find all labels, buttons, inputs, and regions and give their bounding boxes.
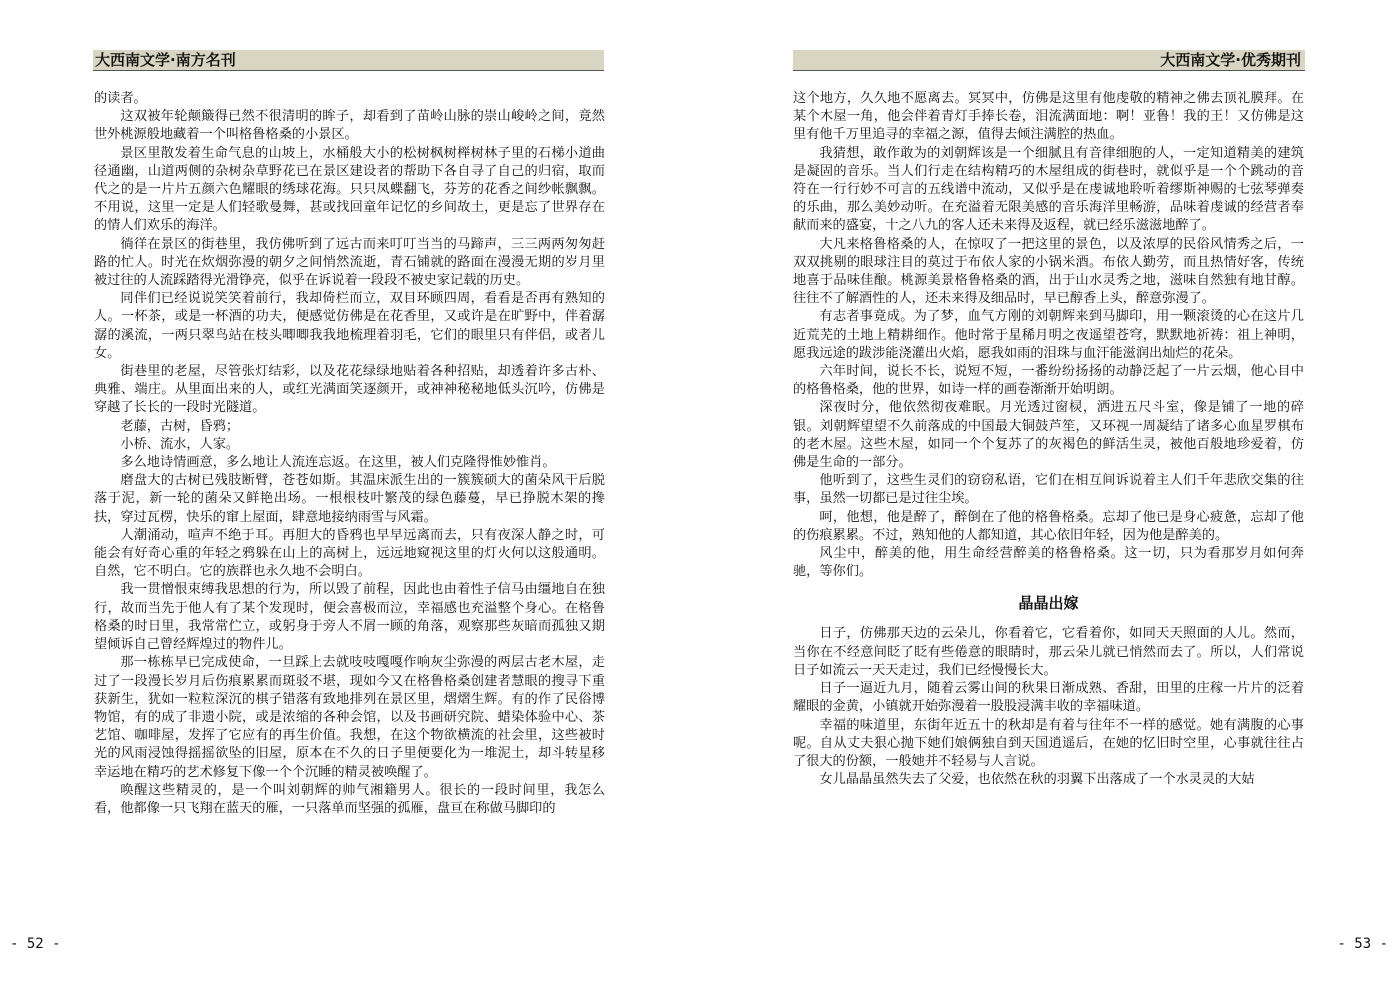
right-page [699, 0, 1398, 982]
paragraph: 日子一逼近九月，随着云雾山间的秋果日渐成熟、香甜，田里的庄稼一片片的泛着耀眼的金黄，小镇就开始弥漫着一股股浸满丰收的幸福味道。 [793, 681, 1304, 715]
paragraph: 我猜想，敢作敢为的刘朝辉该是一个细腻且有音律细胞的人，一定知道精美的建筑是凝固的音乐。当人们行走在结构精巧的木屋组成的街巷时，就似乎是一个个跳动的音符在一行行妙不可言的五线谱中流动，又似乎是在虔诚地聆听着缪斯神赐的七弦琴弹奏的乐曲，那么美妙动听。在充溢着无限美感的音乐海洋里畅游，品味着虔诚的经营者奉献而来的盛宴，十之八九的客人还未来得及返程，就已经乐滋滋地醉了。 [793, 145, 1304, 234]
paragraph: 磨盘大的古树已残肢断臂，苍苍如斯。其温床派生出的一簇簇硕大的菌朵风干后脱落于泥，新一轮的菌朵又鲜艳出场。一根根枝叶繁茂的绿色藤蔓，早已挣脱木架的搀扶，穿过瓦楞，快乐的窜上屋面，肆意地接纳雨雪与风霜。 [94, 473, 605, 525]
paragraph: 有志者事竟成。为了梦，血气方刚的刘朝辉来到马脚印，用一颗滚烫的心在这片几近荒芜的土地上精耕细作。他时常于星稀月明之夜遥望苍穹，默默地祈祷：祖上神明，愿我远途的跋涉能浇灌出火焰，愿我如雨的泪珠与血汗能滋润出灿烂的花朵。 [793, 309, 1304, 361]
paragraph: 唤醒这些精灵的，是一个叫刘朝辉的帅气湘籍男人。很长的一段时间里，我怎么看，他都像一只飞翔在蓝天的雁，一只落单而坚强的孤雁，盘亘在称做马脚印的 [94, 782, 605, 816]
paragraph: 那一栋栋早已完成使命，一旦踩上去就吱吱嘎嘎作响灰尘弥漫的两层古老木屋，走过了一段漫长岁月后伤痕累累而斑驳不堪，现如今又在格鲁格桑创建者慧眼的搜寻下重获新生，犹如一粒粒深沉的棋子错落有致地排列在景区里，熠熠生辉。有的作了民俗博物馆，有的成了非遗小院，或是浓缩的各种会馆，以及书画研究院、蜡染体验中心、茶艺馆、咖啡屋，发挥了它应有的再生价值。我想，在这个物欲横流的社会里，这些被时光的风雨浸蚀得摇摇欲坠的旧屋，原本在不久的日子里便要化为一堆泥土，却斗转星移幸运地在精巧的艺术修复下像一个个沉睡的精灵被唤醒了。 [94, 655, 605, 780]
paragraph: 我一贯憎恨束缚我思想的行为，所以毁了前程，因此也由着性子信马由缰地自在独行，故而当先于他人有了某个发现时，便会喜极而泣，幸福感也充溢整个身心。在格鲁格桑的时日里，我常常伫立，或躬身于旁人不屑一顾的角落，观察那些灰暗而孤独又期望倾诉自己曾经辉煌过的物件儿。 [94, 582, 605, 653]
right-body-text [793, 90, 1304, 789]
right-header-divider [793, 70, 1305, 71]
paragraph: 人潮涌动，喧声不绝于耳。再胆大的昏鸦也早早远离而去，只有夜深人静之时，可能会有好奇心重的年轻之鸦躲在山上的高树上，远远地窥视这里的灯火何以这般通明。自然，它不明白。它的族群也永久地不会明白。 [94, 527, 605, 580]
paragraph: 同伴们已经说说笑笑着前行，我却倚栏而立，双目环顾四周，看看是否再有熟知的人。一杯茶，或是一杯酒的功夫，便感觉仿佛是在花香里，又或许是在旷野中，伴着潺潺的溪流，一两只翠鸟站在枝头唧唧我我地梳理着羽毛，它们的眼里只有伴侣，或者儿女。 [94, 291, 605, 361]
right-header-bar [793, 50, 1305, 70]
paragraph: 幸福的味道里，东街年近五十的秋却是有着与往年不一样的感觉。她有满腹的心事呢。自从丈夫狠心抛下她们娘俩独自到天国逍遥后，在她的忆旧时空里，心事就往往占了很大的份额，一般她并不轻易与人言说。 [793, 717, 1304, 769]
paragraph: 的读者。 [94, 91, 147, 106]
paragraph: 这个地方，久久地不愿离去。冥冥中，仿佛是这里有他虔敬的精神之佛去顶礼膜拜。在某个木屋一角，他会伴着青灯手捧长卷，泪流满面地：啊！亚鲁！我的王！又仿佛是这里有他千万里追寻的幸福之源，值得去倾注满腔的热血。 [793, 91, 1304, 143]
left-header-bar [93, 50, 604, 70]
section-title: 晶晶出嫁 [1018, 594, 1079, 613]
paragraph: 女儿晶晶虽然失去了父爱，也依然在秋的羽翼下出落成了一个水灵灵的大姑 [819, 772, 1255, 788]
left-page-number: - 52 - [10, 936, 61, 952]
paragraph: 这双被年轮颠簸得已然不很清明的眸子，却看到了苗岭山脉的崇山峻岭之间，竟然世外桃源般地藏着一个叫格鲁格桑的小景区。 [94, 109, 605, 143]
right-page-number: - 53 - [1337, 936, 1388, 952]
paragraph: 多么地诗情画意，多么地让人流连忘返。在这里，被人们克隆得惟妙惟肖。 [120, 455, 556, 471]
paragraph: 景区里散发着生命气息的山坡上，水桶般大小的松树枫树榉树林子里的石梯小道曲径通幽，山道两侧的杂树杂草野花已在景区建设者的帮助下各自寻了自己的归宿，取而代之的是一片片五颜六色耀眼的绣球花海。只只凤蝶翻飞，芬芳的花香之间纱帐飘飘。不用说，这里一定是人们轻歌曼舞，甚或找回童年记忆的乡间故土，更是忘了世界存在的情人们欢乐的海洋。 [94, 145, 605, 234]
left-header-divider [93, 70, 604, 71]
paragraph: 徜徉在景区的街巷里，我仿佛听到了远古而来叮叮当当的马蹄声，三三两两匆匆赶路的忙人。时光在炊烟弥漫的朝夕之间悄然流逝，青石铺就的路面在漫漫无期的岁月里被过往的人流踩踏得光滑铮亮，似乎在诉说着一段段不被史家记载的历史。 [94, 236, 605, 289]
right-header-title: 大西南文学·优秀期刊 [1160, 51, 1301, 69]
paragraph: 小桥、流水，人家。 [120, 436, 240, 452]
paragraph: 六年时间，说长不长，说短不短，一番纷纷扬扬的动静泛起了一片云烟，他心目中的格鲁格桑，他的世界，如诗一样的画卷渐渐开始明朗。 [793, 364, 1304, 398]
paragraph: 街巷里的老屋，尽管张灯结彩，以及花花绿绿地贴着各种招贴，却透着许多古朴、典雅、端庄。从里面出来的人，或红光满面笑逐颜开，或神神秘秘地低头沉吟，仿佛是穿越了长长的一段时光隧道。 [94, 364, 605, 416]
left-header-title: 大西南文学·南方名刊 [95, 51, 236, 69]
paragraph: 风尘中，醉美的他，用生命经营醉美的格鲁格桑。这一切，只为看那岁月如何奔驰，等你们。 [793, 546, 1304, 580]
paragraph: 大凡来格鲁格桑的人，在惊叹了一把这里的景色，以及浓厚的民俗风情秀之后，一双双挑剔的眼球注目的莫过于布依人家的小锅米酒。布依人勤劳，而且热情好客，传统地喜于品味佳酿。桃源美景格鲁格桑的酒，出于山水灵秀之地，滋味自然独有地甘醇。往往不了解酒性的人，还未来得及细品时，早已醇香上头，醉意弥漫了。 [793, 236, 1304, 307]
paragraph: 日子，仿佛那天边的云朵儿，你看着它，它看着你，如同天天照面的人儿。然而，当你在不经意间眨了眨有些倦意的眼睛时，那云朵儿就已悄然而去了。所以，人们常说日子如流云一天天走过，我们已经慢慢长大。 [793, 626, 1304, 678]
paragraph: 他听到了，这些生灵们的窃窃私语，它们在相互间诉说着主人们千年悲欣交集的往事，虽然一切都已是过往尘埃。 [793, 473, 1304, 507]
paragraph: 深夜时分，他依然彻夜难眠。月光透过窗棂，洒进五尺斗室，像是铺了一地的碎银。刘朝辉望望不久前落成的中国最大铜鼓芦笙，又环视一周凝结了诸多心血星罗棋布的老木屋。这些木屋，如同一个个复苏了的灰褐色的鲜活生灵，被他百般地珍爱着，仿佛是生命的一部分。 [793, 400, 1304, 471]
left-body-text [94, 90, 605, 818]
paragraph: 老藤，古树，昏鸦； [120, 418, 240, 434]
paragraph: 呵，他想，他是醉了，醉倒在了他的格鲁格桑。忘却了他已是身心疲惫，忘却了他的伤痕累累。不过，熟知他的人都知道，其心依旧年轻，因为他是醉美的。 [793, 509, 1304, 543]
